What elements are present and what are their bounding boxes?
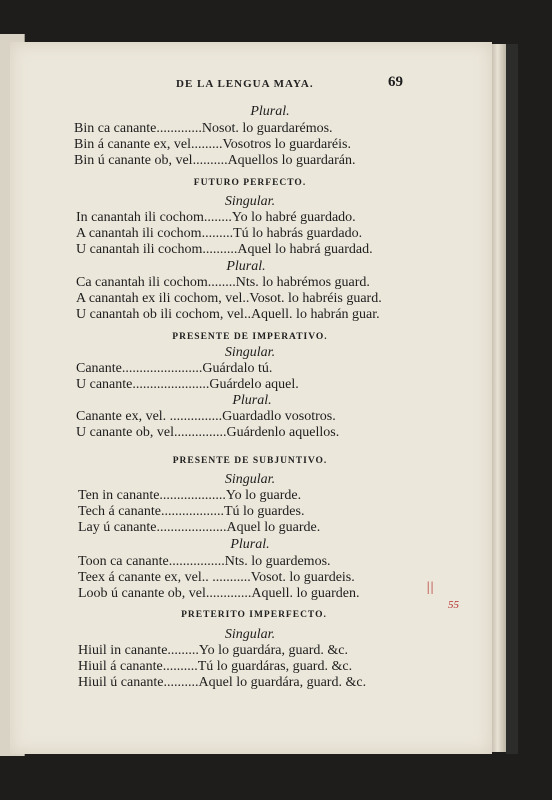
text-line: In canantah ili cochom........Yo lo habré guardado. — [76, 210, 356, 225]
text-line: U canante......................Guárdelo aquel. — [76, 377, 299, 392]
text-line: U canante ob, vel...............Guárdenlo aquellos. — [76, 425, 340, 440]
text-line: Lay ú canante....................Aquel lo guarde. — [78, 520, 321, 535]
text-line: Teex á canante ex, vel.. ...........Vosot. lo guardeis. — [78, 570, 355, 585]
heading-singular-4: Singular. — [224, 627, 276, 642]
text-line: U canantah ili cochom..........Aquel lo habrá guardad. — [76, 242, 373, 257]
text-line: Bin ú canante ob, vel..........Aquellos lo guardarán. — [74, 153, 356, 168]
text-line: Hiuil á canante..........Tú lo guardáras, guard. &c. — [78, 659, 353, 674]
handwritten-margin-mark: || — [426, 580, 434, 595]
heading-plural-3: Plural. — [232, 393, 272, 408]
heading-plural-1: Plural. — [250, 104, 290, 119]
text-line: A canantah ili cochom.........Tú lo habrás guardado. — [76, 226, 363, 241]
heading-singular-3: Singular. — [224, 472, 276, 487]
section-title-presente-imperativo: PRESENTE DE IMPERATIVO. — [172, 332, 328, 342]
text-line: Loob ú canante ob, vel.............Aquell. lo guarden. — [78, 586, 360, 601]
heading-plural-4: Plural. — [230, 537, 270, 552]
text-line: Hiuil in canante.........Yo lo guardára, guard. &c. — [78, 643, 348, 658]
heading-singular-2: Singular. — [224, 345, 276, 360]
text-line: Toon ca canante................Nts. lo guardemos. — [78, 554, 331, 569]
section-title-futuro-perfecto: FUTURO PERFECTO. — [193, 178, 307, 188]
text-line: Canante ex, vel. ...............Guardadlo vosotros. — [76, 409, 336, 424]
text-line: Bin á canante ex, vel.........Vosotros lo guardaréis. — [74, 137, 351, 152]
page-number: 69 — [388, 74, 403, 90]
text-line: Hiuil ú canante..........Aquel lo guardára, guard. &c. — [78, 675, 367, 690]
text-line: A canantah ex ili cochom, vel..Vosot. lo habréis guard. — [76, 291, 382, 306]
text-line: Tech á canante..................Tú lo guardes. — [78, 504, 305, 519]
handwritten-page-note: 55 — [448, 599, 459, 611]
text-line: Ten in canante...................Yo lo guarde. — [78, 488, 302, 503]
section-title-preterito-imperfecto: PRETERITO IMPERFECTO. — [181, 610, 327, 620]
text-line: Canante.......................Guárdalo tú. — [76, 361, 273, 376]
running-header: DE LA LENGUA MAYA. — [176, 78, 314, 90]
heading-plural-2: Plural. — [226, 259, 266, 274]
section-title-presente-subjuntivo: PRESENTE DE SUBJUNTIVO. — [172, 456, 328, 466]
text-line: Bin ca canante.............Nosot. lo guardarémos. — [74, 121, 333, 136]
text-line: Ca canantah ili cochom........Nts. lo habrémos guard. — [76, 275, 370, 290]
heading-singular-1: Singular. — [224, 194, 276, 209]
text-line: U canantah ob ili cochom, vel..Aquell. lo habrán guar. — [76, 307, 380, 322]
